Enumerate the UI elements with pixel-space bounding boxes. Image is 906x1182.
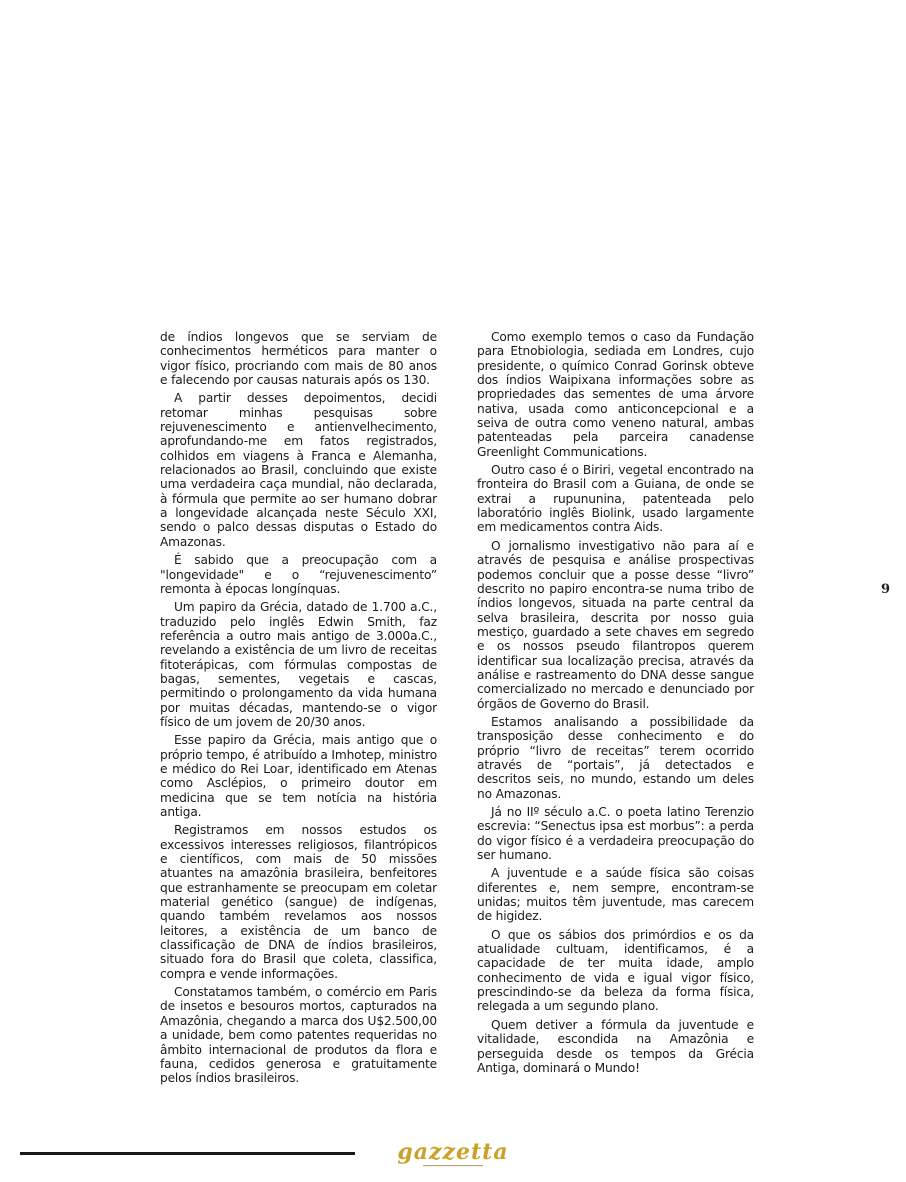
- paragraph: É sabido que a preocupação com a "longevidade" e o “rejuvenescimento” remonta à épocas longínquas.: [160, 553, 437, 596]
- page-number: 9: [881, 582, 891, 597]
- paragraph: Registramos em nossos estudos os excessivos interesses religiosos, filantrópicos e científicos, com mais de 50 missões atuantes na amazônia brasileira, benfeitores que estranhamente se preocupam em coletar material genético (sangue) de indígenas, quando também revelamos aos nossos leitores, a existência de um banco de classificação de DNA de índios brasileiros, situado fora do Brasil que coleta, classifica, compra e vende informações.: [160, 823, 437, 981]
- paragraph: A juventude e a saúde física são coisas diferentes e, nem sempre, encontram-se unidas; muitos têm juventude, mas carecem de higidez.: [477, 866, 754, 924]
- paragraph: A partir desses depoimentos, decidi retomar minhas pesquisas sobre rejuvenescimento e antienvelhecimento, aprofundando-me em fatos registrados, colhidos em viagens à Franca e Alemanha, relacionados ao Brasil, concluindo que existe uma verdadeira caça mundial, não declarada, à fórmula que permite ao ser humano dobrar a longevidade alcançada neste Século XXI, sendo o palco dessas disputas o Estado do Amazonas.: [160, 391, 437, 549]
- paragraph: Um papiro da Grécia, datado de 1.700 a.C., traduzido pelo inglês Edwin Smith, faz referência a outro mais antigo de 3.000a.C., revelando a existência de um livro de receitas fitoterápicas, com fórmulas compostas de bagas, sementes, vegetais e cascas, permitindo o prolongamento da vida humana por muitas décadas, mantendo-se o vigor físico de um jovem de 20/30 anos.: [160, 600, 437, 729]
- logo-wordmark: gazzetta: [397, 1139, 509, 1165]
- paragraph: Outro caso é o Biriri, vegetal encontrado na fronteira do Brasil com a Guiana, de onde se extrai a rupununina, patenteada pelo laboratório inglês Biolink, usado largamente em medicamentos contra Aids.: [477, 463, 754, 535]
- paragraph: O jornalismo investigativo não para aí e através de pesquisa e análise prospectivas podemos concluir que a posse desse “livro” descrito no papiro encontra-se numa tribo de índios longevos, situada na parte central da selva brasileira, descrita por nosso guia mestiço, guardado a sete chaves em segredo e os nossos pseudo filantropos querem identificar sua localização precisa, através da análise e rastreamento do DNA desse sangue comercializado no mercado e denunciado por órgãos de Governo do Brasil.: [477, 538, 754, 711]
- paragraph: O que os sábios dos primórdios e os da atualidade cultuam, identificamos, é a capacidade de ter muita idade, amplo conhecimento de vida e igual vigor físico, prescindindo-se da beleza da forma física, relegada a um segundo plano.: [477, 927, 754, 1014]
- article-column-left: [160, 330, 437, 1090]
- publication-logo: [396, 1140, 510, 1170]
- logo-tagline-mark: [423, 1164, 483, 1168]
- paragraph: de índios longevos que se serviam de conhecimentos herméticos para manter o vigor físico, procriando com mais de 80 anos e falecendo por causas naturais após os 130.: [160, 330, 437, 388]
- paragraph: Esse papiro da Grécia, mais antigo que o próprio tempo, é atribuído a Imhotep, ministro e médico do Rei Loar, identificado em Atenas como Asclépios, o primeiro doutor em medicina que se tem notícia na história antiga.: [160, 733, 437, 819]
- article-column-right: [477, 330, 754, 1079]
- paragraph: Constatamos também, o comércio em Paris de insetos e besouros mortos, capturados na Amazônia, chegando a marca dos U$2.500,00 a unidade, bem como patentes requeridas no âmbito internacional de produtos da flora e fauna, cedidos generosa e gratuitamente pelos índios brasileiros.: [160, 985, 437, 1086]
- paragraph: Como exemplo temos o caso da Fundação para Etnobiologia, sediada em Londres, cujo presidente, o químico Conrad Gorinsk obteve dos índios Waipixana informações sobre as propriedades das sementes de uma árvore nativa, usada como anticoncepcional e a seiva de outra como veneno natural, ambas patenteadas pela parceira canadense Greenlight Communications.: [477, 330, 754, 459]
- paragraph: Estamos analisando a possibilidade da transposição desse conhecimento e do próprio “livro de receitas” terem ocorrido através de “portais”, já detectados e descritos seis, no mundo, estando um deles no Amazonas.: [477, 714, 754, 801]
- footer-divider: [20, 1152, 355, 1155]
- paragraph: Já no IIº século a.C. o poeta latino Terenzio escrevia: “Senectus ipsa est morbus”: a perda do vigor físico é a verdadeira preocupação do ser humano.: [477, 805, 754, 863]
- paragraph: Quem detiver a fórmula da juventude e vitalidade, escondida na Amazônia e perseguida desde os tempos da Grécia Antiga, dominará o Mundo!: [477, 1017, 754, 1075]
